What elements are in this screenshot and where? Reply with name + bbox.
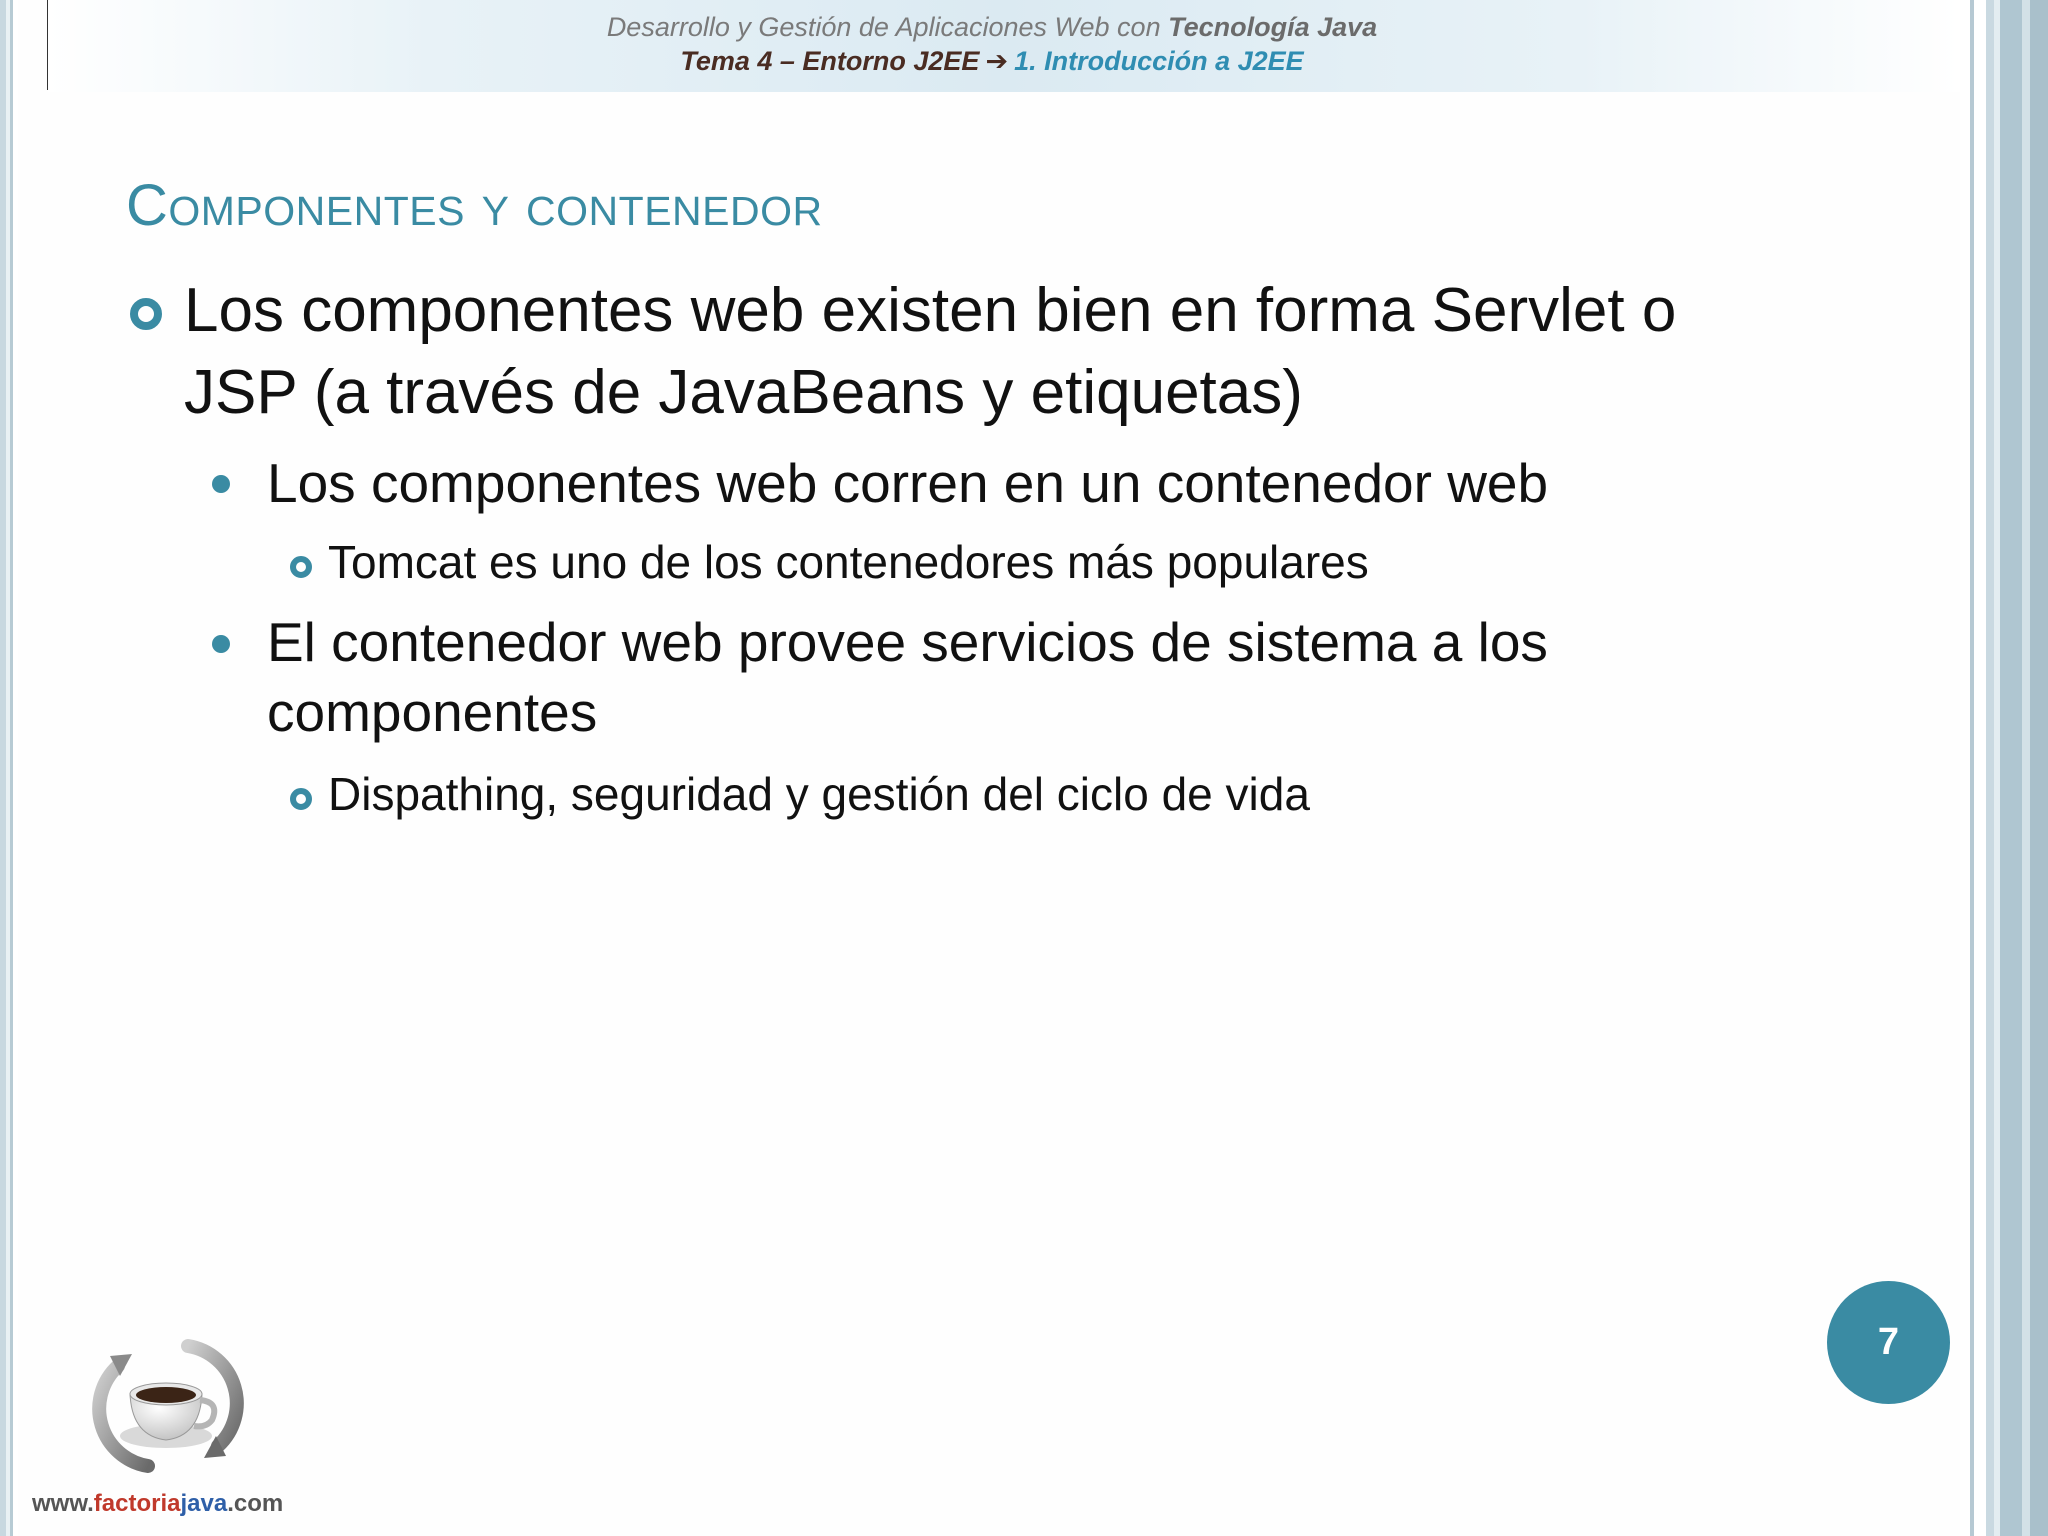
right-decorative-border [1960,0,2048,1536]
url-brand-part2: java [180,1490,228,1517]
ring-bullet-icon [290,788,312,810]
bullet-level2: El contenedor web provee servicios de sistema a los componentes [267,611,1548,743]
ring-bullet-icon [290,556,312,578]
url-tld: .com [227,1490,284,1517]
url-brand-part1: factoria [93,1490,181,1517]
breadcrumb-section: 1. Introducción a J2EE [1014,46,1304,76]
arrow-right-icon: ➔ [985,46,1009,76]
bullet-level2: Los componentes web corren en un contenedor web [267,452,1549,514]
dot-bullet-icon [212,635,230,653]
breadcrumb [0,46,1984,77]
url-prefix: www. [32,1490,94,1517]
breadcrumb-theme: Tema 4 – Entorno J2EE [680,46,980,76]
course-title-highlight: Tecnología Java [1168,12,1378,42]
bullet-level1: Los componentes web existen bien en forma Servlet o JSP (a través de JavaBeans y etiquetas) [184,276,1677,427]
bullet-level3: Dispathing, seguridad y gestión del ciclo de vida [328,768,1310,820]
page-number-badge: 7 [1827,1281,1950,1404]
ring-bullet-icon [130,298,162,330]
coffee-cup-logo-icon [88,1336,248,1476]
website-url [32,1490,283,1518]
course-title-prefix: Desarrollo y Gestión de Aplicaciones Web con [606,12,1169,42]
dot-bullet-icon [212,475,230,493]
left-decorative-border [0,0,18,1536]
course-title [0,12,1984,43]
slide-title: Componentes y contenedor [126,173,823,238]
bullet-level3: Tomcat es uno de los contenedores más populares [328,536,1369,588]
